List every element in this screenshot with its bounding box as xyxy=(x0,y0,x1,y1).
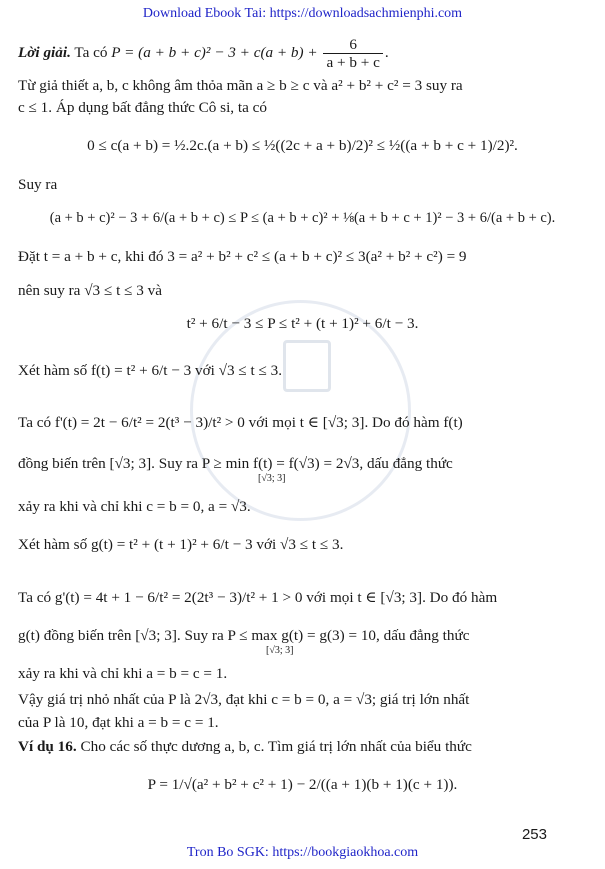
solution-intro-text: Ta có xyxy=(74,43,108,61)
solution-label: Lời giải. xyxy=(18,43,71,61)
f-monotone-line xyxy=(18,454,587,474)
solution-intro: Lời giải. Ta có P = (a + b + c)² − 3 + c(a + b) + $\frac{6}{a + b + c}$ . xyxy=(18,36,389,71)
f-monotone-text: đồng biến trên [√3; 3]. Suy ra P ≥ min f(t) = f(√3) = 2√3, dấu đẳng thức xyxy=(18,455,453,472)
example-text: Cho các số thực dương a, b, c. Tìm giá trị lớn nhất của biểu thức xyxy=(80,738,472,755)
function-g-definition: Xét hàm số g(t) = t² + (t + 1)² + 6/t − 3 với √3 ≤ t ≤ 3. xyxy=(18,536,344,553)
example-16 xyxy=(18,737,587,757)
t-range-line: nên suy ra √3 ≤ t ≤ 3 và xyxy=(18,282,162,299)
fraction-denominator: a + b + c xyxy=(323,53,382,71)
p-expression: P = (a + b + c)² − 3 + c(a + b) + xyxy=(111,43,318,61)
g-derivative-line: Ta có g'(t) = 4t + 1 − 6/t² = 2(2t³ − 3)/t² + 1 > 0 với mọi t ∈ [√3; 3]. Do đó hàm xyxy=(18,589,498,606)
substitution-line: Đặt t = a + b + c, khi đó 3 = a² + b² + c² ≤ (a + b + c)² ≤ 3(a² + b² + c²) = 9 xyxy=(18,248,467,265)
footer-link[interactable]: Tron Bo SGK: https://bookgiaokhoa.com xyxy=(186,845,419,860)
bound-inequality-2: t² + 6/t − 3 ≤ P ≤ t² + (t + 1)² + 6/t − 3. xyxy=(186,315,419,332)
g-monotone-line: g(t) đồng biến trên [√3; 3]. Suy ra P ≤ max g(t) = g(3) = 10, dấu đẳng thức xyxy=(18,627,470,644)
max-subscript: [√3; 3] xyxy=(266,645,294,656)
header-download-link[interactable]: Download Ebook Tai: https://downloadsachmienphi.com xyxy=(142,6,463,21)
f-derivative-line: Ta có f'(t) = 2t − 6/t² = 2(t³ − 3)/t² > 0 với mọi t ∈ [√3; 3]. Do đó hàm f(t) xyxy=(18,414,463,431)
bound-inequality-1: (a + b + c)² − 3 + 6/(a + b + c) ≤ P ≤ (a + b + c)² + ⅛(a + b + c + 1)² − 3 + 6/(a + b + c). xyxy=(49,210,556,226)
hypothesis-line-2: c ≤ 1. Áp dụng bất đẳng thức Cô si, ta có xyxy=(18,99,267,116)
fraction-six xyxy=(323,36,382,71)
example-label: Ví dụ 16. xyxy=(18,738,77,755)
suy-ra-label: Suy ra xyxy=(18,176,58,193)
fraction-numerator: 6 xyxy=(349,36,357,53)
cauchy-inequality: 0 ≤ c(a + b) = ½.2c.(a + b) ≤ ½((2c + a + b)/2)² ≤ ½((a + b + c + 1)/2)². xyxy=(87,137,518,154)
conclusion-line-2: của P là 10, đạt khi a = b = c = 1. xyxy=(18,714,219,731)
hypothesis-line-1: Từ giả thiết a, b, c không âm thỏa mãn a ≥ b ≥ c và a² + b² + c² = 3 suy ra xyxy=(18,77,463,94)
conclusion-line-1: Vậy giá trị nhỏ nhất của P là 2√3, đạt khi c = b = 0, a = √3; giá trị lớn nhất xyxy=(18,691,470,708)
page-number: 253 xyxy=(521,826,547,843)
function-f-definition: Xét hàm số f(t) = t² + 6/t − 3 với √3 ≤ t ≤ 3. xyxy=(18,362,283,379)
f-equality-case: xảy ra khi và chỉ khi c = b = 0, a = √3. xyxy=(18,498,251,515)
g-equality-case: xảy ra khi và chỉ khi a = b = c = 1. xyxy=(18,665,228,682)
min-subscript: [√3; 3] xyxy=(258,473,286,484)
example-formula: P = 1/√(a² + b² + c² + 1) − 2/((a + 1)(b + 1)(c + 1)). xyxy=(147,776,458,793)
